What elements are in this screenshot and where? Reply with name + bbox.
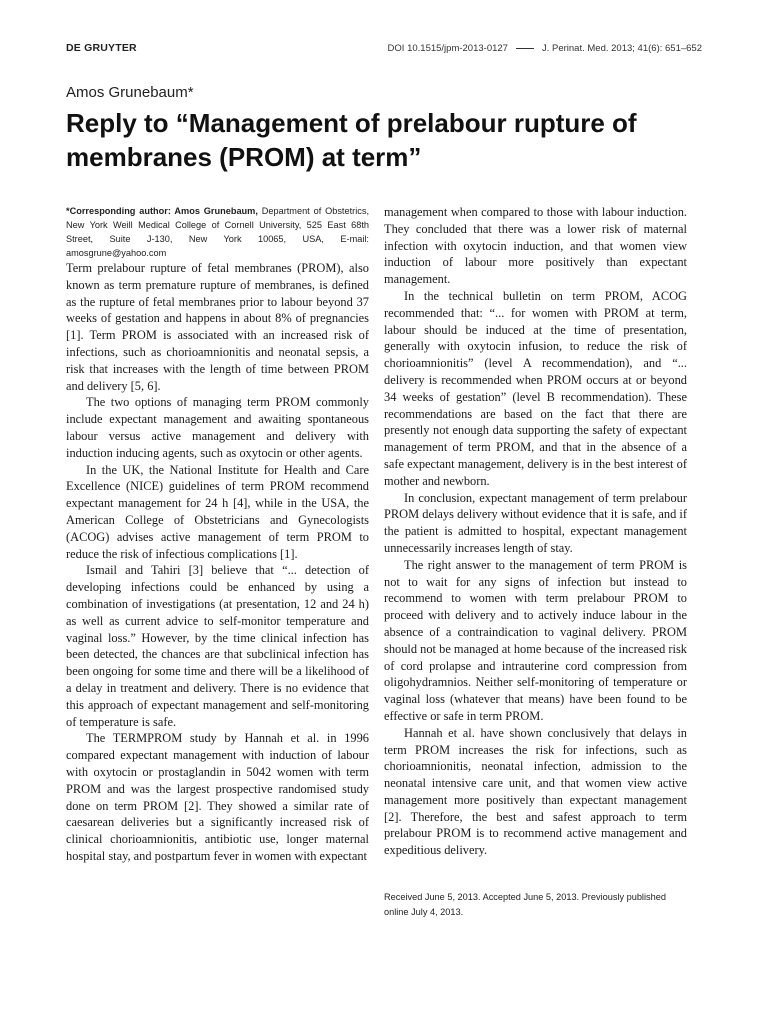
page-header	[66, 42, 702, 56]
corresponding-author-address: Department of Obstetrics, New York Weill Medical College of Cornell University, 525 East 68th Street, Suite J-130, New York 10065, USA, E-mail: amosgrune@yahoo.com	[66, 206, 369, 258]
body-paragraph: The right answer to the management of term PROM is not to wait for any signs of infection but instead to recommend to women with term prelabour PROM to proceed with delivery and to actively induce labour in the absence of a contraindication to vaginal delivery. PROM should not be managed at home because of the increased risk of cord prolapse and intrauterine cord compression from oligohydramnios. Neither self-monitoring of temperature or vaginal loss (whatever that means) have been found to be effective or safe in term PROM.	[384, 557, 687, 723]
citation-line	[388, 43, 702, 54]
body-paragraph: The two options of managing term PROM commonly include expectant management and awaiting spontaneous labour versus active management and delivery with induction inducing agents, such as oxytocin or other agents.	[66, 395, 369, 460]
body-paragraph: Hannah et al. have shown conclusively that delays in term PROM increases the risk for infections, such as chorioamnionitis, neonatal infection, admission to the neonatal intensive care unit, and that women view active management more positively than expectant management [2]. Therefore, the best and safest approach to term prelabour PROM is to recommend active management and expeditious delivery.	[384, 725, 687, 858]
received-dates-note: Received June 5, 2013. Accepted June 5, 2013. Previously published online July 4, 2013.	[384, 892, 666, 917]
header-dash-divider	[516, 48, 534, 49]
body-paragraph: In conclusion, expectant management of term prelabour PROM delays delivery without evidence that it is safe, and if the patient is admitted to hospital, expectant management unnecessarily increases length of stay.	[384, 490, 687, 555]
body-paragraph: Term prelabour rupture of fetal membranes (PROM), also known as term premature rupture of membranes, is defined as the rupture of fetal membranes prior to labour beyond 37 weeks of gestation and happens in about 8% of pregnancies [1]. Term PROM is associated with an increased risk of infections, such as chorioamnionitis and neonatal sepsis, a risk that increases with the length of time between PROM and delivery [5, 6].	[66, 261, 369, 393]
body-paragraph: In the UK, the National Institute for Health and Care Excellence (NICE) guidelines of term PROM recommend expectant management for 24 h [4], while in the USA, the American College of Obstetricians and Gynecologists (ACOG) advises active management of term PROM to reduce the risk of infectious complications [1].	[66, 462, 369, 561]
body-paragraph: management when compared to those with labour induction. They concluded that there was a lower risk of maternal infection with oxytocin induction, and that women view induction of labour more positively than expectant management.	[384, 205, 687, 287]
article-title: Reply to “Management of prelabour rupture of membranes (PROM) at term”	[66, 108, 637, 172]
body-paragraph: The TERMPROM study by Hannah et al. in 1996 compared expectant management with induction of labour with oxytocin or prostaglandin in 5042 women with term PROM and was the largest prospective randomised study done on term PROM [2]. They showed a similar rate of caesarean deliveries but a significantly increased risk of clinical chorioamnionitis, antibiotic use, longer maternal hospital stay, and postpartum fever in women with expectant	[66, 731, 369, 863]
publisher-name: DE GRUYTER	[66, 42, 137, 54]
body-paragraph: Ismail and Tahiri [3] believe that “... detection of developing infections could be enhanced by using a combination of investigations (at presentation, 12 and 24 h) as well as current advice to self-monitor temperature and vaginal loss.” However, by the time clinical infection has been detected, the chances are that subclinical infection has been ongoing for some time and there will be a likelihood of a delay in treatment and delivery. There is no evidence that this approach of expectant management and self-monitoring of temperature is safe.	[66, 563, 369, 729]
journal-reference: J. Perinat. Med. 2013; 41(6): 651–652	[541, 43, 702, 54]
left-column	[66, 204, 369, 865]
doi-link[interactable]: DOI 10.1515/jpm-2013-0127	[387, 43, 508, 54]
corresponding-author-note	[66, 204, 369, 260]
body-paragraph: In the technical bulletin on term PROM, ACOG recommended that: “... for women with PROM at term, labour should be induced at the time of presentation, generally with oxytocin infusion, to reduce the risk of chorioamnionitis” (level A recommendation), and “... delivery is recommended when PROM occurs at or beyond 34 weeks of gestation” (level B recommendation). These recommendations are based on the fact that there are presently not enough data supporting the safety of expectant management of term PROM, and that in the absence of a safe expectant management, delivery is in the best interest of mother and newborn.	[384, 288, 687, 488]
right-column	[384, 204, 687, 919]
corresponding-author-label: *Corresponding author: Amos Grunebaum,	[66, 206, 258, 216]
author-name: Amos Grunebaum*	[66, 84, 194, 101]
